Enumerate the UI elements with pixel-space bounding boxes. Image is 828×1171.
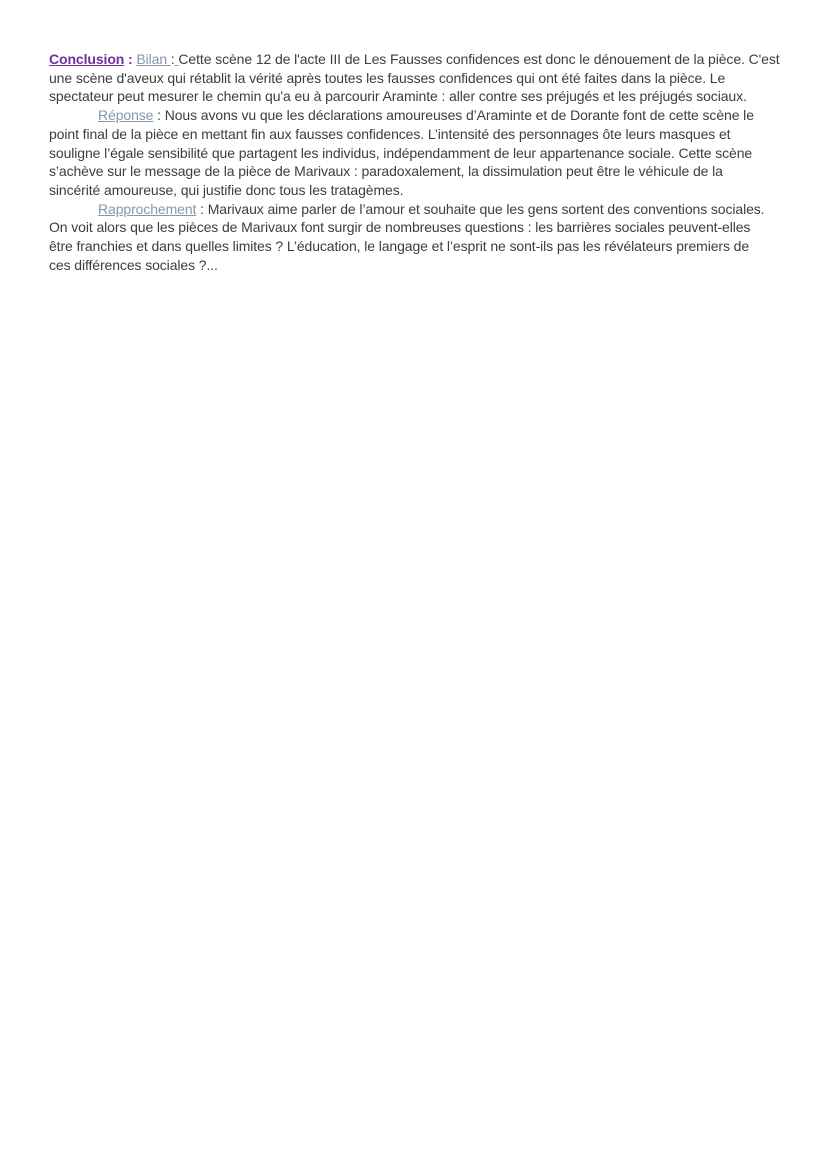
- text-run: souligne l’égale sensibilité que partagent les individus, indépendamment de leur appartenance sociale. Cette scène: [49, 144, 753, 161]
- reponse-label: Réponse: [98, 107, 154, 124]
- text-line: [49, 125, 785, 144]
- text-run: être franchies et dans quelles limites ? L’éducation, le langage et l’esprit ne sont-ils pas les révélateurs premiers de: [49, 238, 750, 255]
- text-run: point final de la pièce en mettant fin aux fausses confidences. L’intensité des personnages ôte leurs masques et: [49, 125, 731, 142]
- text-run: On voit alors que les pièces de Marivaux font surgir de nombreuses questions : les barrières sociales peuvent-elles: [49, 219, 751, 236]
- text-run: Nous avons vu que les déclarations amoureuses d’Araminte et de Dorante font de cette scène le: [164, 107, 754, 124]
- text-run: spectateur peut mesurer le chemin qu'a eu à parcourir Araminte : aller contre ses préjugés et les préjugés sociaux.: [49, 88, 747, 105]
- text-line: [49, 87, 785, 106]
- text-line: [49, 200, 785, 219]
- text-run: Marivaux aime parler de l’amour et souhaite que les gens sortent des conventions sociales.: [207, 200, 765, 217]
- text-line: [49, 181, 785, 200]
- text-line: [49, 256, 785, 275]
- text-run: :: [153, 107, 165, 124]
- rapprochement-label: Rapprochement: [98, 200, 197, 217]
- text-run: une scène d'aveux qui rétablit la vérité après toutes les fausses confidences qui ont été faites dans la pièce. Le: [49, 69, 726, 86]
- text-line: [49, 218, 785, 237]
- text-run: :: [124, 51, 137, 67]
- text-line: [49, 106, 785, 125]
- text-line: [49, 69, 785, 88]
- text-run: :: [170, 51, 175, 67]
- text-run: s’achève sur le message de la pièce de Marivaux : paradoxalement, la dissimulation peut être le véhicule de la: [49, 163, 723, 180]
- text-run: sincérité amoureuse, qui justifie donc tous les tratagèmes.: [49, 181, 404, 198]
- text-line: [49, 162, 785, 181]
- text-line: [49, 144, 785, 163]
- text-run: :: [196, 200, 208, 217]
- bilan-label: Bilan: [136, 51, 168, 67]
- text-run: ces différences sociales ?...: [49, 256, 218, 273]
- text-line: [49, 237, 785, 256]
- conclusion-label: Conclusion: [49, 51, 125, 67]
- text-run: Cette scène 12 de l'acte III de Les Fausses confidences est donc le dénouement de la pièce. C'est: [178, 51, 780, 67]
- document-text: [49, 50, 785, 274]
- text-line: [49, 50, 785, 69]
